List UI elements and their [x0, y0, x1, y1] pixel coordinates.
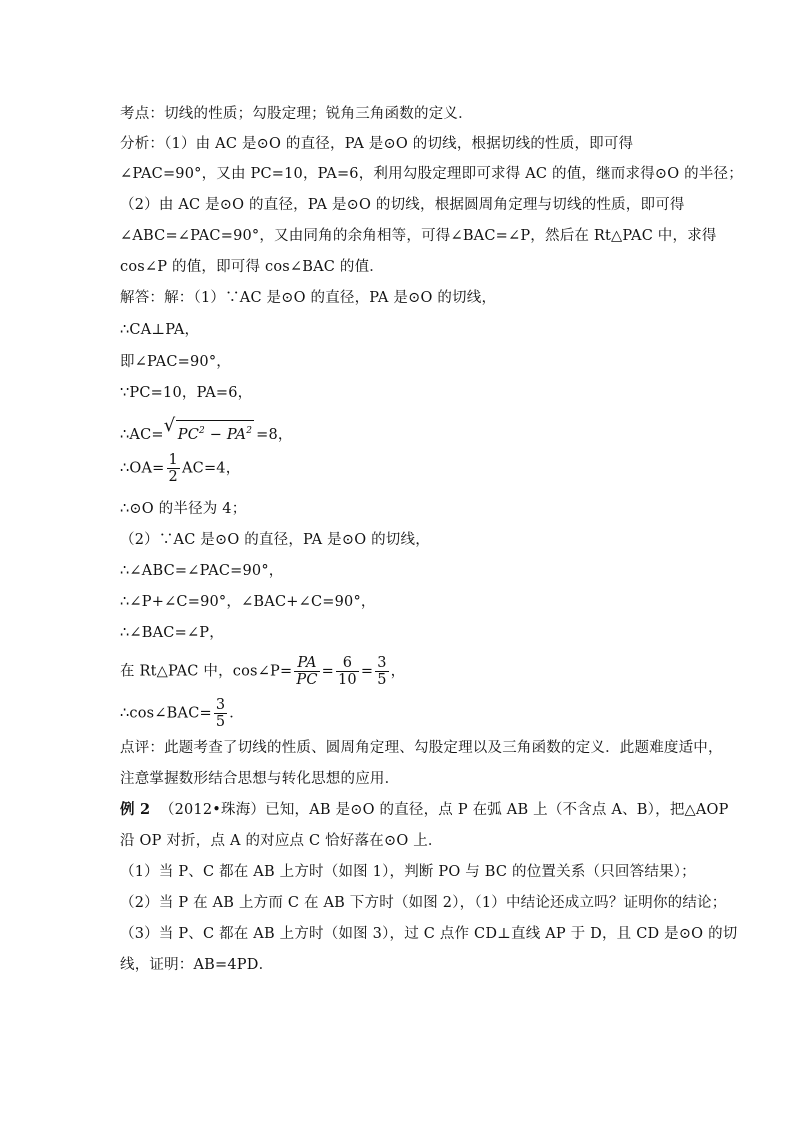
text-line: ∴⊙O 的半径为 4；	[120, 501, 247, 517]
formula-line-ac	[120, 415, 293, 445]
text-line: （3）当 P、C 都在 AB 上方时（如图 3），过 C 点作 CD⊥直线 AP 于 D，且 CD 是⊙O 的切	[120, 926, 738, 942]
denominator: 5	[377, 672, 387, 688]
text-line: ∵PC=10，PA=6，	[120, 385, 253, 401]
equals-sign: =	[321, 663, 334, 680]
text-line: （2）当 P 在 AB 上方而 C 在 AB 下方时（如图 2），（1）中结论还成立吗？证明你的结论；	[120, 895, 727, 911]
formula-line-cos-p	[120, 655, 405, 688]
text-line: （2）由 AC 是⊙O 的直径，PA 是⊙O 的切线，根据圆周角定理与切线的性质，即可得	[120, 197, 685, 213]
formula-prefix: ∴OA=	[120, 460, 165, 477]
text-line: ∠PAC=90°，又由 PC=10，PA=6，利用勾股定理即可求得 AC 的值，继而求得⊙O 的半径；	[120, 166, 743, 182]
text-line: 点评：此题考查了切线的性质、圆周角定理、勾股定理以及三角函数的定义．此题难度适中，	[120, 740, 723, 756]
text-line: cos∠P 的值，即可得 cos∠BAC 的值．	[120, 259, 384, 275]
text-line: ∠ABC=∠PAC=90°，又由同角的余角相等，可得∠BAC=∠P，然后在 Rt△PAC 中，求得	[120, 228, 717, 244]
formula-suffix: AC=4，	[181, 460, 241, 477]
formula-line-oa	[120, 452, 240, 485]
example-label: 例 2	[120, 801, 151, 818]
numerator: 3	[377, 655, 387, 671]
text-line: ∴∠P+∠C=90°，∠BAC+∠C=90°，	[120, 594, 376, 610]
text-line: 即∠PAC=90°，	[120, 354, 231, 370]
radicand	[176, 420, 254, 445]
exponent: 2	[246, 426, 253, 436]
denominator: PC	[296, 672, 318, 688]
radicand-term-a: PC	[177, 426, 200, 443]
minus-sign: −	[204, 426, 227, 443]
numerator: 3	[215, 697, 226, 713]
text-line: ∴∠ABC=∠PAC=90°，	[120, 563, 284, 579]
fraction	[167, 452, 180, 485]
text-line: （2）∵AC 是⊙O 的直径，PA 是⊙O 的切线，	[120, 532, 430, 548]
example-text: （2012•珠海）已知，AB 是⊙O 的直径，点 P 在弧 AB 上（不含点 A、B），把△AOP	[159, 802, 729, 818]
text-line: 沿 OP 对折，点 A 的对应点 C 恰好落在⊙O 上．	[120, 833, 443, 849]
text-line: （1）当 P、C 都在 AB 上方时（如图 1），判断 PO 与 BC 的位置关系（只回答结果）；	[120, 864, 696, 880]
denominator: 10	[337, 672, 357, 688]
example-heading-line	[120, 800, 729, 820]
text-line: ∴∠BAC=∠P，	[120, 625, 224, 641]
numerator: 6	[336, 655, 359, 672]
fraction	[294, 655, 319, 688]
formula-prefix: ∴AC=	[120, 426, 164, 443]
denominator: 5	[215, 714, 226, 730]
formula-line-cos-bac	[120, 697, 244, 730]
equals-sign: =	[360, 663, 374, 680]
formula-suffix: ．	[229, 705, 244, 722]
text-line: 注意掌握数形结合思想与转化思想的应用．	[120, 771, 400, 787]
formula-suffix: ，	[390, 663, 406, 680]
formula-prefix: ∴cos∠BAC=	[120, 705, 212, 722]
text-line: ∴CA⊥PA，	[120, 322, 200, 338]
numerator: 1	[168, 452, 178, 468]
fraction	[375, 655, 388, 688]
radicand-term-b: PA	[226, 426, 247, 443]
text-line: 线，证明：AB=4PD．	[120, 957, 274, 973]
fraction	[336, 655, 359, 688]
exponent: 2	[199, 426, 205, 436]
denominator: 2	[168, 469, 178, 485]
text-line: 解答：解：（1）∵AC 是⊙O 的直径，PA 是⊙O 的切线，	[120, 290, 497, 306]
formula-suffix: =8，	[256, 426, 293, 443]
numerator: PA	[294, 655, 319, 672]
square-root	[163, 415, 254, 445]
text-line: 分析：（1）由 AC 是⊙O 的直径，PA 是⊙O 的切线，根据切线的性质，即可得	[120, 136, 634, 152]
fraction	[214, 697, 227, 730]
formula-prefix: 在 Rt△PAC 中，cos∠P=	[120, 663, 293, 680]
text-line: 考点：切线的性质；勾股定理；锐角三角函数的定义．	[120, 106, 473, 122]
radical-sign-icon: √	[163, 415, 176, 436]
